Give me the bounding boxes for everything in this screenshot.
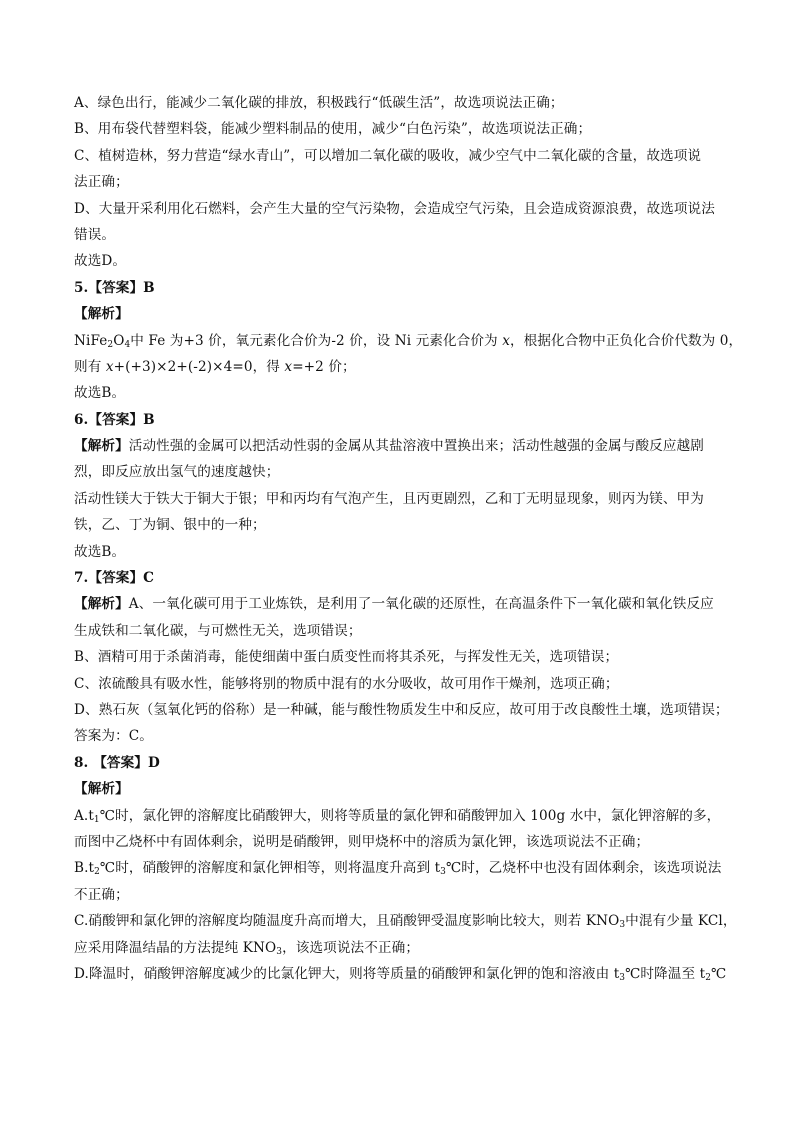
text-line: B、酒精可用于杀菌消毒，能使细菌中蛋白质变性而将其杀死，与挥发性无关，选项错误； (74, 649, 619, 666)
text-line: 不正确； (74, 886, 129, 903)
text-line: 5.【答案】B (74, 279, 155, 296)
text-line: 8. 【答案】D (74, 754, 160, 771)
text-line: C、浓硫酸具有吸水性，能够将别的物质中混有的水分吸收，故可用作干燥剂，选项正确； (74, 675, 619, 692)
text-line: 故选B。 (74, 385, 126, 402)
text-line: 生成铁和二氧化碳，与可燃性无关，选项错误； (74, 622, 362, 639)
text-line: 法正确； (74, 174, 129, 191)
text-line: 7.【答案】C (74, 570, 155, 587)
text-line: 【解析】A、一氧化碳可用于工业炼铁，是利用了一氧化碳的还原性，在高温条件下一氧化碳和氧化铁反应 (74, 596, 714, 613)
text-line: B、用布袋代替塑料袋，能减少塑料制品的使用，减少“白色污染”，故选项说法正确； (74, 121, 592, 138)
text-line: C、植树造林，努力营造“绿水青山”，可以增加二氧化碳的吸收，减少空气中二氧化碳的含量，故选项说 (74, 147, 702, 164)
text-line: 6.【答案】B (74, 411, 155, 428)
text-line: 活动性镁大于铁大于铜大于银；甲和丙均有气泡产生，且丙更剧烈，乙和丁无明显现象，则丙为镁、甲为 (74, 490, 704, 507)
text-line: 【解析】 (74, 781, 129, 798)
text-line: 故选D。 (74, 253, 127, 270)
text-line: $NiFe_2O_4$中 Fe 为+3 价，氧元素化合价为-2 价，设 Ni 元素化合价为 x，根据化合物中正负化合价代数为 0， (74, 332, 743, 350)
text-line: 【解析】 (74, 306, 129, 323)
text-line: 错误。 (74, 226, 116, 243)
text-line: 则有 x+(+3)×2+(-2)×4=0，得 x=+2 价； (74, 358, 356, 375)
text-line: C.硝酸钾和氯化钾的溶解度均随温度升高而增大，且硝酸钾受温度影响比较大，则若 $KNO_3$中混有少量 KCl， (74, 913, 737, 931)
text-line: $B.t_2℃$时，硝酸钾的溶解度和氯化钾相等，则将温度升高到 $t_3℃$时，乙烧杯中也没有固体剩余，该选项说法 (74, 860, 722, 878)
text-line: 而图中乙烧杯中有固体剩余，说明是硝酸钾，则甲烧杯中的溶质为氯化钾，该选项说法不正确； (74, 833, 650, 850)
text-line: 铁，乙、丁为铜、银中的一种； (74, 517, 266, 534)
text-line: $A.t_1℃$时，氯化钾的溶解度比硝酸钾大，则将等质量的氯化钾和硝酸钾加入 100g 水中，氯化钾溶解的多， (74, 807, 721, 825)
text-line: 应采用降温结晶的方法提纯 $KNO_3$，该选项说法不正确； (74, 939, 420, 957)
text-line: 烈，即反应放出氢气的速度越快； (74, 464, 280, 481)
text-line: 【解析】活动性强的金属可以把活动性弱的金属从其盐溶液中置换出来；活动性越强的金属与酸反应越剧 (74, 438, 704, 455)
text-line: 答案为：C。 (74, 728, 153, 745)
text-line: D、熟石灰（氢氧化钙的俗称）是一种碱，能与酸性物质发生中和反应，故可用于改良酸性土壤，选项错误； (74, 701, 729, 718)
text-line: A、绿色出行，能减少二氧化碳的排放，积极践行“低碳生活”，故选项说法正确； (74, 95, 564, 111)
text-line: 故选B。 (74, 543, 126, 560)
text-line: D.降温时，硝酸钾溶解度减少的比氯化钾大，则将等质量的硝酸钾和氯化钾的饱和溶液由 $t_3℃$时降温至 $t_2℃$ (74, 965, 727, 983)
text-line: D、大量开采利用化石燃料，会产生大量的空气污染物，会造成空气污染，且会造成资源浪费，故选项说法 (74, 200, 715, 217)
document-page (74, 90, 743, 987)
